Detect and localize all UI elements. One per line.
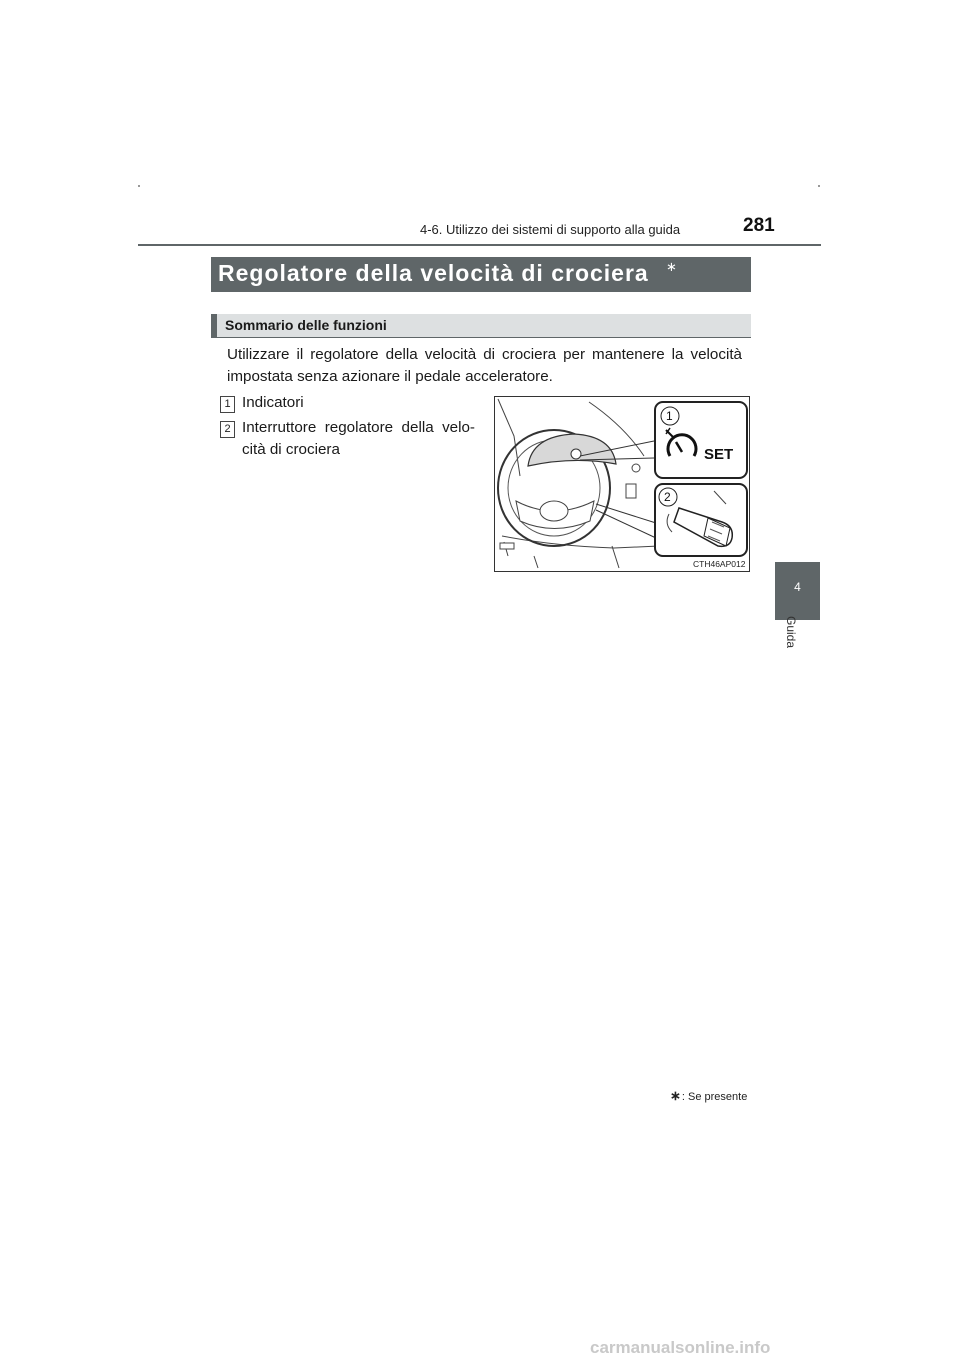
section-title-bar xyxy=(211,257,751,292)
set-indicator-label: SET xyxy=(704,446,734,463)
chapter-number: 4 xyxy=(794,580,801,594)
footnote-marker: ∗ xyxy=(670,1088,681,1103)
item-text-line: Interruttore regolatore della velo- xyxy=(242,419,475,436)
header-rule xyxy=(138,244,821,246)
subsection-title: Sommario delle funzioni xyxy=(225,317,387,333)
illustration-code: CTH46AP012 xyxy=(693,559,746,569)
availability-marker: ∗ xyxy=(666,259,677,274)
item-text: Indicatori xyxy=(242,394,304,411)
item-number-box: 1 xyxy=(220,396,235,413)
subsection-rule xyxy=(211,337,751,338)
callout-number: 2 xyxy=(664,490,671,504)
chapter-label-container xyxy=(776,615,820,672)
dashboard-drawing xyxy=(494,396,750,572)
item-text-line: cità di crociera xyxy=(242,441,340,458)
crop-mark xyxy=(818,185,820,187)
chapter-tab xyxy=(775,562,820,620)
cruise-control-illustration xyxy=(494,396,750,572)
chapter-label: Guida xyxy=(784,615,798,649)
crop-mark xyxy=(138,185,140,187)
section-title: Regolatore della velocità di crociera xyxy=(218,260,649,286)
item-number-box: 2 xyxy=(220,421,235,438)
watermark: carmanualsonline.info xyxy=(590,1338,771,1357)
item-text xyxy=(242,417,475,461)
subsection-bar xyxy=(211,314,751,337)
running-header: 4-6. Utilizzo dei sistemi di supporto alla guida xyxy=(420,222,681,237)
intro-paragraph: Utilizzare il regolatore della velocità di crociera per mantenere la velocità impostata senza azionare il pedale acceleratore. xyxy=(227,346,742,385)
footnote xyxy=(670,1088,747,1104)
footnote-text: : Se presente xyxy=(681,1091,748,1103)
page-number: 281 xyxy=(743,215,775,236)
callout-number: 1 xyxy=(666,409,673,423)
